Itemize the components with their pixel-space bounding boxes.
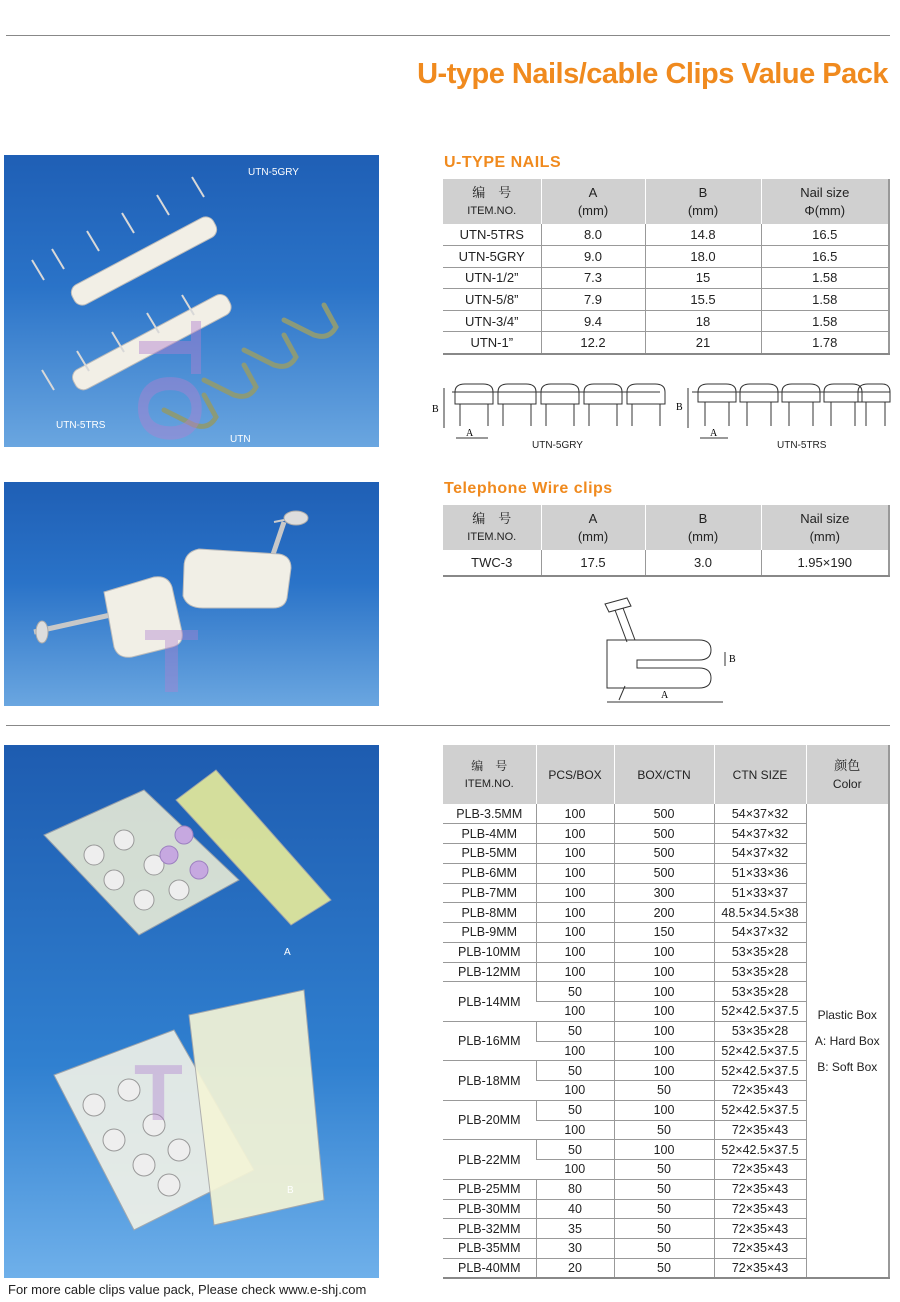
item-cell: PLB-10MM — [443, 942, 536, 962]
page-title: U-type Nails/cable Clips Value Pack — [417, 58, 888, 90]
table-cell: 100 — [536, 1081, 614, 1101]
table-cell: 100 — [614, 1002, 714, 1022]
table-cell: 1.78 — [761, 332, 889, 354]
wire-clips-table — [443, 505, 890, 577]
table-cell: 72×35×43 — [714, 1081, 806, 1101]
table-cell: 100 — [614, 962, 714, 982]
table-cell: 53×35×28 — [714, 1021, 806, 1041]
diagram-caption-utn5gry: UTN-5GRY — [532, 440, 583, 451]
table-cell: 52×42.5×37.5 — [714, 1140, 806, 1160]
table-row — [443, 310, 889, 332]
table-cell: UTN-5/8” — [443, 289, 541, 311]
table-cell: 1.58 — [761, 267, 889, 289]
table-cell: 100 — [614, 982, 714, 1002]
table-row — [443, 804, 889, 824]
table-row — [443, 332, 889, 354]
table-cell: UTN-5TRS — [443, 224, 541, 246]
table-cell: 48.5×34.5×38 — [714, 903, 806, 923]
table-cell: 54×37×32 — [714, 824, 806, 844]
table-cell: 50 — [536, 1140, 614, 1160]
table-cell: 100 — [614, 942, 714, 962]
value-pack-illustration — [4, 745, 379, 1278]
table-cell: 500 — [614, 824, 714, 844]
item-cell: PLB-9MM — [443, 923, 536, 943]
item-cell: PLB-18MM — [443, 1061, 536, 1101]
table-cell: 50 — [614, 1160, 714, 1180]
table-cell: 200 — [614, 903, 714, 923]
table-cell: 21 — [645, 332, 761, 354]
table-cell: 16.5 — [761, 224, 889, 246]
table-cell: 72×35×43 — [714, 1160, 806, 1180]
diagram-a-label-left: A — [466, 428, 474, 439]
box-a — [44, 770, 331, 935]
item-cell: PLB-35MM — [443, 1239, 536, 1259]
section-title-telephone-wire-clips: Telephone Wire clips — [444, 480, 613, 497]
col-item: 编 号 ITEM.NO. — [443, 505, 541, 550]
item-cell: PLB-16MM — [443, 1021, 536, 1061]
table-cell: 17.5 — [541, 550, 645, 576]
table-cell: 100 — [536, 923, 614, 943]
table-cell: UTN-5GRY — [443, 246, 541, 268]
table-row — [443, 246, 889, 268]
table-cell: 100 — [536, 883, 614, 903]
color-note-line: Plastic Box — [817, 1007, 877, 1022]
item-cell: PLB-7MM — [443, 883, 536, 903]
value-pack-photo — [4, 745, 379, 1278]
item-cell: PLB-4MM — [443, 824, 536, 844]
table-cell: 52×42.5×37.5 — [714, 1002, 806, 1022]
table-cell: 7.9 — [541, 289, 645, 311]
col-a: A (mm) — [541, 505, 645, 550]
wire-clip-illustration — [4, 482, 379, 712]
table-cell: 50 — [614, 1081, 714, 1101]
table-cell: 9.0 — [541, 246, 645, 268]
table-cell: UTN-1/2” — [443, 267, 541, 289]
table-cell: UTN-1” — [443, 332, 541, 354]
table-cell: 100 — [536, 1002, 614, 1022]
table-cell: 15 — [645, 267, 761, 289]
section-title-u-type-nails: U-TYPE NAILS — [444, 154, 562, 171]
svg-text:TO: TO — [119, 320, 219, 444]
item-cell: PLB-14MM — [443, 982, 536, 1022]
table-cell: 72×35×43 — [714, 1199, 806, 1219]
col-ctn-size: CTN SIZE — [714, 745, 806, 804]
table-cell: 8.0 — [541, 224, 645, 246]
table-cell: 300 — [614, 883, 714, 903]
table-cell: 15.5 — [645, 289, 761, 311]
table-cell: 50 — [536, 1021, 614, 1041]
diagram-utn5gry — [444, 384, 665, 438]
table-header-row — [443, 505, 889, 550]
u-nails-photo — [4, 155, 379, 447]
table-cell: 50 — [536, 1100, 614, 1120]
table-cell: 50 — [614, 1219, 714, 1239]
item-cell: PLB-25MM — [443, 1179, 536, 1199]
table-cell: 53×35×28 — [714, 982, 806, 1002]
table-cell: 150 — [614, 923, 714, 943]
item-cell: PLB-20MM — [443, 1100, 536, 1140]
diagram-caption-utn5trs: UTN-5TRS — [777, 440, 827, 451]
diagram-a-label-right: A — [710, 428, 718, 439]
table-cell: 50 — [614, 1258, 714, 1278]
table-cell: 72×35×43 — [714, 1239, 806, 1259]
footer-note: For more cable clips value pack, Please check www.e-shj.com — [8, 1282, 367, 1297]
table-cell: 16.5 — [761, 246, 889, 268]
diagram-b-label-left: B — [432, 404, 439, 415]
col-pcs-box: PCS/BOX — [536, 745, 614, 804]
col-a: A (mm) — [541, 179, 645, 224]
col-nail-size: Nail size (mm) — [761, 505, 889, 550]
col-b: B (mm) — [645, 179, 761, 224]
col-item: 编 号 ITEM.NO. — [443, 179, 541, 224]
table-cell: 1.95×190 — [761, 550, 889, 576]
table-cell: 52×42.5×37.5 — [714, 1041, 806, 1061]
table-cell: 52×42.5×37.5 — [714, 1061, 806, 1081]
table-cell: 100 — [536, 903, 614, 923]
value-pack-table — [443, 745, 890, 1279]
table-cell: 30 — [536, 1239, 614, 1259]
table-cell: 72×35×43 — [714, 1179, 806, 1199]
table-cell: TWC-3 — [443, 550, 541, 576]
table-cell: 12.2 — [541, 332, 645, 354]
u-nails-table — [443, 179, 890, 355]
table-cell: 9.4 — [541, 310, 645, 332]
table-header-row — [443, 179, 889, 224]
item-cell: PLB-6MM — [443, 863, 536, 883]
color-note-line: B: Soft Box — [817, 1059, 878, 1074]
table-row — [443, 550, 889, 576]
item-cell: PLB-12MM — [443, 962, 536, 982]
item-cell: PLB-22MM — [443, 1140, 536, 1180]
table-cell: 72×35×43 — [714, 1120, 806, 1140]
color-note-line: A: Hard Box — [814, 1033, 880, 1048]
table-cell: 500 — [614, 863, 714, 883]
table-cell: 100 — [536, 942, 614, 962]
box-b — [54, 990, 324, 1230]
table-cell: 54×37×32 — [714, 804, 806, 824]
item-cell: PLB-3.5MM — [443, 804, 536, 824]
middle-rule — [6, 725, 890, 726]
table-cell: 72×35×43 — [714, 1258, 806, 1278]
table-cell: 3.0 — [645, 550, 761, 576]
photo-label-a: A — [284, 947, 291, 958]
table-cell: 50 — [536, 1061, 614, 1081]
col-color: 颜色 Color — [806, 745, 889, 804]
item-cell: PLB-8MM — [443, 903, 536, 923]
table-cell: 72×35×43 — [714, 1219, 806, 1239]
wire-clip-photo — [4, 482, 379, 712]
color-note-cell — [806, 804, 889, 1278]
table-cell: UTN-3/4” — [443, 310, 541, 332]
table-cell: 100 — [614, 1041, 714, 1061]
table-cell: 51×33×36 — [714, 863, 806, 883]
table-row — [443, 267, 889, 289]
table-cell: 50 — [614, 1239, 714, 1259]
table-cell: 100 — [614, 1100, 714, 1120]
item-cell: PLB-30MM — [443, 1199, 536, 1219]
table-cell: 50 — [536, 982, 614, 1002]
table-cell: 50 — [614, 1179, 714, 1199]
col-box-ctn: BOX/CTN — [614, 745, 714, 804]
table-cell: 52×42.5×37.5 — [714, 1100, 806, 1120]
diagram-b-label-right: B — [676, 402, 683, 413]
wire-diagram-b-label: B — [729, 654, 736, 665]
table-cell: 500 — [614, 844, 714, 864]
table-cell: 100 — [614, 1021, 714, 1041]
svg-text:T: T — [144, 612, 199, 712]
wire-clip-diagram — [595, 592, 735, 710]
wire-diagram-a-label: A — [661, 690, 669, 701]
item-cell: PLB-5MM — [443, 844, 536, 864]
col-nail-size: Nail size Φ(mm) — [761, 179, 889, 224]
table-cell: 35 — [536, 1219, 614, 1239]
table-cell: 1.58 — [761, 310, 889, 332]
table-header-row — [443, 745, 889, 804]
photo-label-b: B — [287, 1185, 294, 1196]
table-cell: 500 — [614, 804, 714, 824]
table-cell: 100 — [536, 1041, 614, 1061]
table-cell: 100 — [536, 1120, 614, 1140]
table-cell: 1.58 — [761, 289, 889, 311]
table-cell: 53×35×28 — [714, 942, 806, 962]
table-cell: 80 — [536, 1179, 614, 1199]
table-cell: 100 — [536, 824, 614, 844]
table-cell: 53×35×28 — [714, 962, 806, 982]
item-cell: PLB-40MM — [443, 1258, 536, 1278]
svg-text:T: T — [134, 1048, 183, 1137]
col-item: 编 号 ITEM.NO. — [443, 745, 536, 804]
table-cell: 54×37×32 — [714, 844, 806, 864]
table-row — [443, 289, 889, 311]
table-cell: 50 — [614, 1120, 714, 1140]
item-cell: PLB-32MM — [443, 1219, 536, 1239]
table-cell: 14.8 — [645, 224, 761, 246]
diagram-utn5trs — [688, 384, 890, 438]
photo-label-utn: UTN — [230, 434, 251, 445]
table-cell: 100 — [614, 1061, 714, 1081]
table-cell: 100 — [536, 844, 614, 864]
photo-label-utn5trs: UTN-5TRS — [56, 420, 106, 431]
table-cell: 18 — [645, 310, 761, 332]
table-cell: 100 — [614, 1140, 714, 1160]
photo-label-utn5gry: UTN-5GRY — [248, 167, 299, 178]
table-cell: 54×37×32 — [714, 923, 806, 943]
table-cell: 40 — [536, 1199, 614, 1219]
table-cell: 100 — [536, 962, 614, 982]
table-cell: 51×33×37 — [714, 883, 806, 903]
table-cell: 18.0 — [645, 246, 761, 268]
table-cell: 100 — [536, 863, 614, 883]
table-row — [443, 224, 889, 246]
top-rule — [6, 35, 890, 36]
table-cell: 100 — [536, 1160, 614, 1180]
table-cell: 20 — [536, 1258, 614, 1278]
col-b: B (mm) — [645, 505, 761, 550]
table-cell: 100 — [536, 804, 614, 824]
u-nails-illustration — [4, 155, 379, 447]
table-cell: 50 — [614, 1199, 714, 1219]
table-cell: 7.3 — [541, 267, 645, 289]
